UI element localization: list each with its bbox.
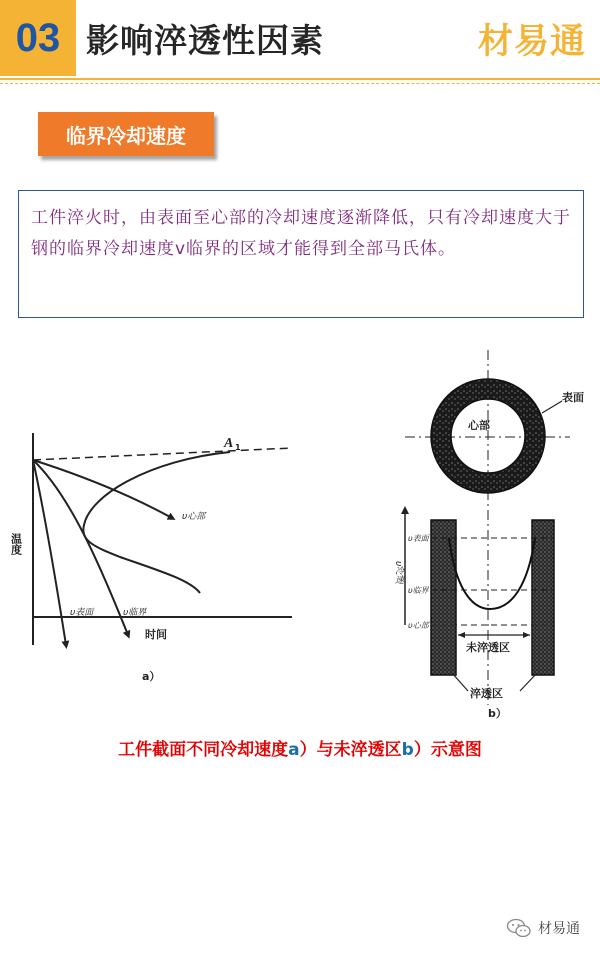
figure-a [10, 433, 293, 683]
header-divider [0, 78, 600, 80]
figure-area [0, 335, 600, 720]
figure-b-level-core-label: υ心部 [408, 621, 429, 630]
brand-logo: 材易通 [477, 22, 586, 62]
figure-svg [0, 335, 600, 720]
section-number: 03 [15, 15, 61, 60]
figure-b-surface-label: 表面 [562, 391, 584, 404]
figure-b-core-label: 心部 [468, 419, 490, 432]
page-header [0, 0, 600, 82]
figure-b-panel-label: b） [488, 707, 507, 720]
figure-a-curve-core [33, 460, 172, 518]
figure-b-unhardened-label: 未淬透区 [466, 641, 510, 654]
figure-a-a1-sub: 1 [235, 443, 241, 452]
description-text: 工件淬火时，由表面至心部的冷却速度逐渐降低，只有冷却速度大于钢的临界冷却速度v临界的区域才能得到全部马氏体。 [31, 208, 571, 259]
figure-a-panel-label: a） [142, 670, 161, 683]
figure-a-c-curve [83, 452, 230, 593]
footer-watermark [506, 918, 580, 938]
header-dashed-divider [0, 83, 600, 84]
figure-caption [0, 735, 600, 760]
caption-part1: 工件截面不同冷却速度 [118, 740, 289, 760]
footer-account-name: 材易通 [538, 921, 580, 937]
figure-b-hardened-label: 淬透区 [470, 687, 503, 700]
figure-a-surface-label: υ表面 [70, 608, 94, 618]
figure-b-right-wall [532, 520, 554, 675]
figure-a-xlabel: 时间 [145, 628, 167, 641]
figure-a-ylabel: 温度 [9, 533, 23, 555]
caption-tag-b: b [401, 740, 414, 760]
wechat-icon [506, 918, 532, 938]
figure-b-axis-label: υ冷速 [393, 561, 403, 585]
figure-a-a1-label: A [224, 436, 234, 451]
caption-part2: ）与未淬透区 [299, 740, 402, 760]
figure-a-critical-label: υ临界 [123, 608, 147, 618]
figure-b-level-surface-label: υ表面 [408, 534, 429, 543]
figure-a-a1-line [33, 448, 292, 460]
page-title: 影响淬透性因素 [86, 21, 324, 60]
figure-b [393, 350, 585, 720]
figure-b-level-critical-label: υ临界 [408, 586, 429, 595]
section-label: 临界冷却速度 [38, 112, 214, 156]
figure-b-cooling-curve [449, 538, 535, 609]
caption-part3: ）示意图 [413, 740, 482, 760]
figure-b-left-wall [431, 520, 456, 675]
figure-b-surface-leader [542, 401, 562, 413]
section-number-badge [0, 0, 76, 76]
figure-a-core-label: υ心部 [182, 512, 206, 522]
figure-b-hardened-leader-right [520, 673, 537, 691]
figure-b-hardened-leader-left [452, 673, 468, 691]
caption-tag-a: a [288, 740, 300, 760]
description-box [18, 190, 584, 318]
